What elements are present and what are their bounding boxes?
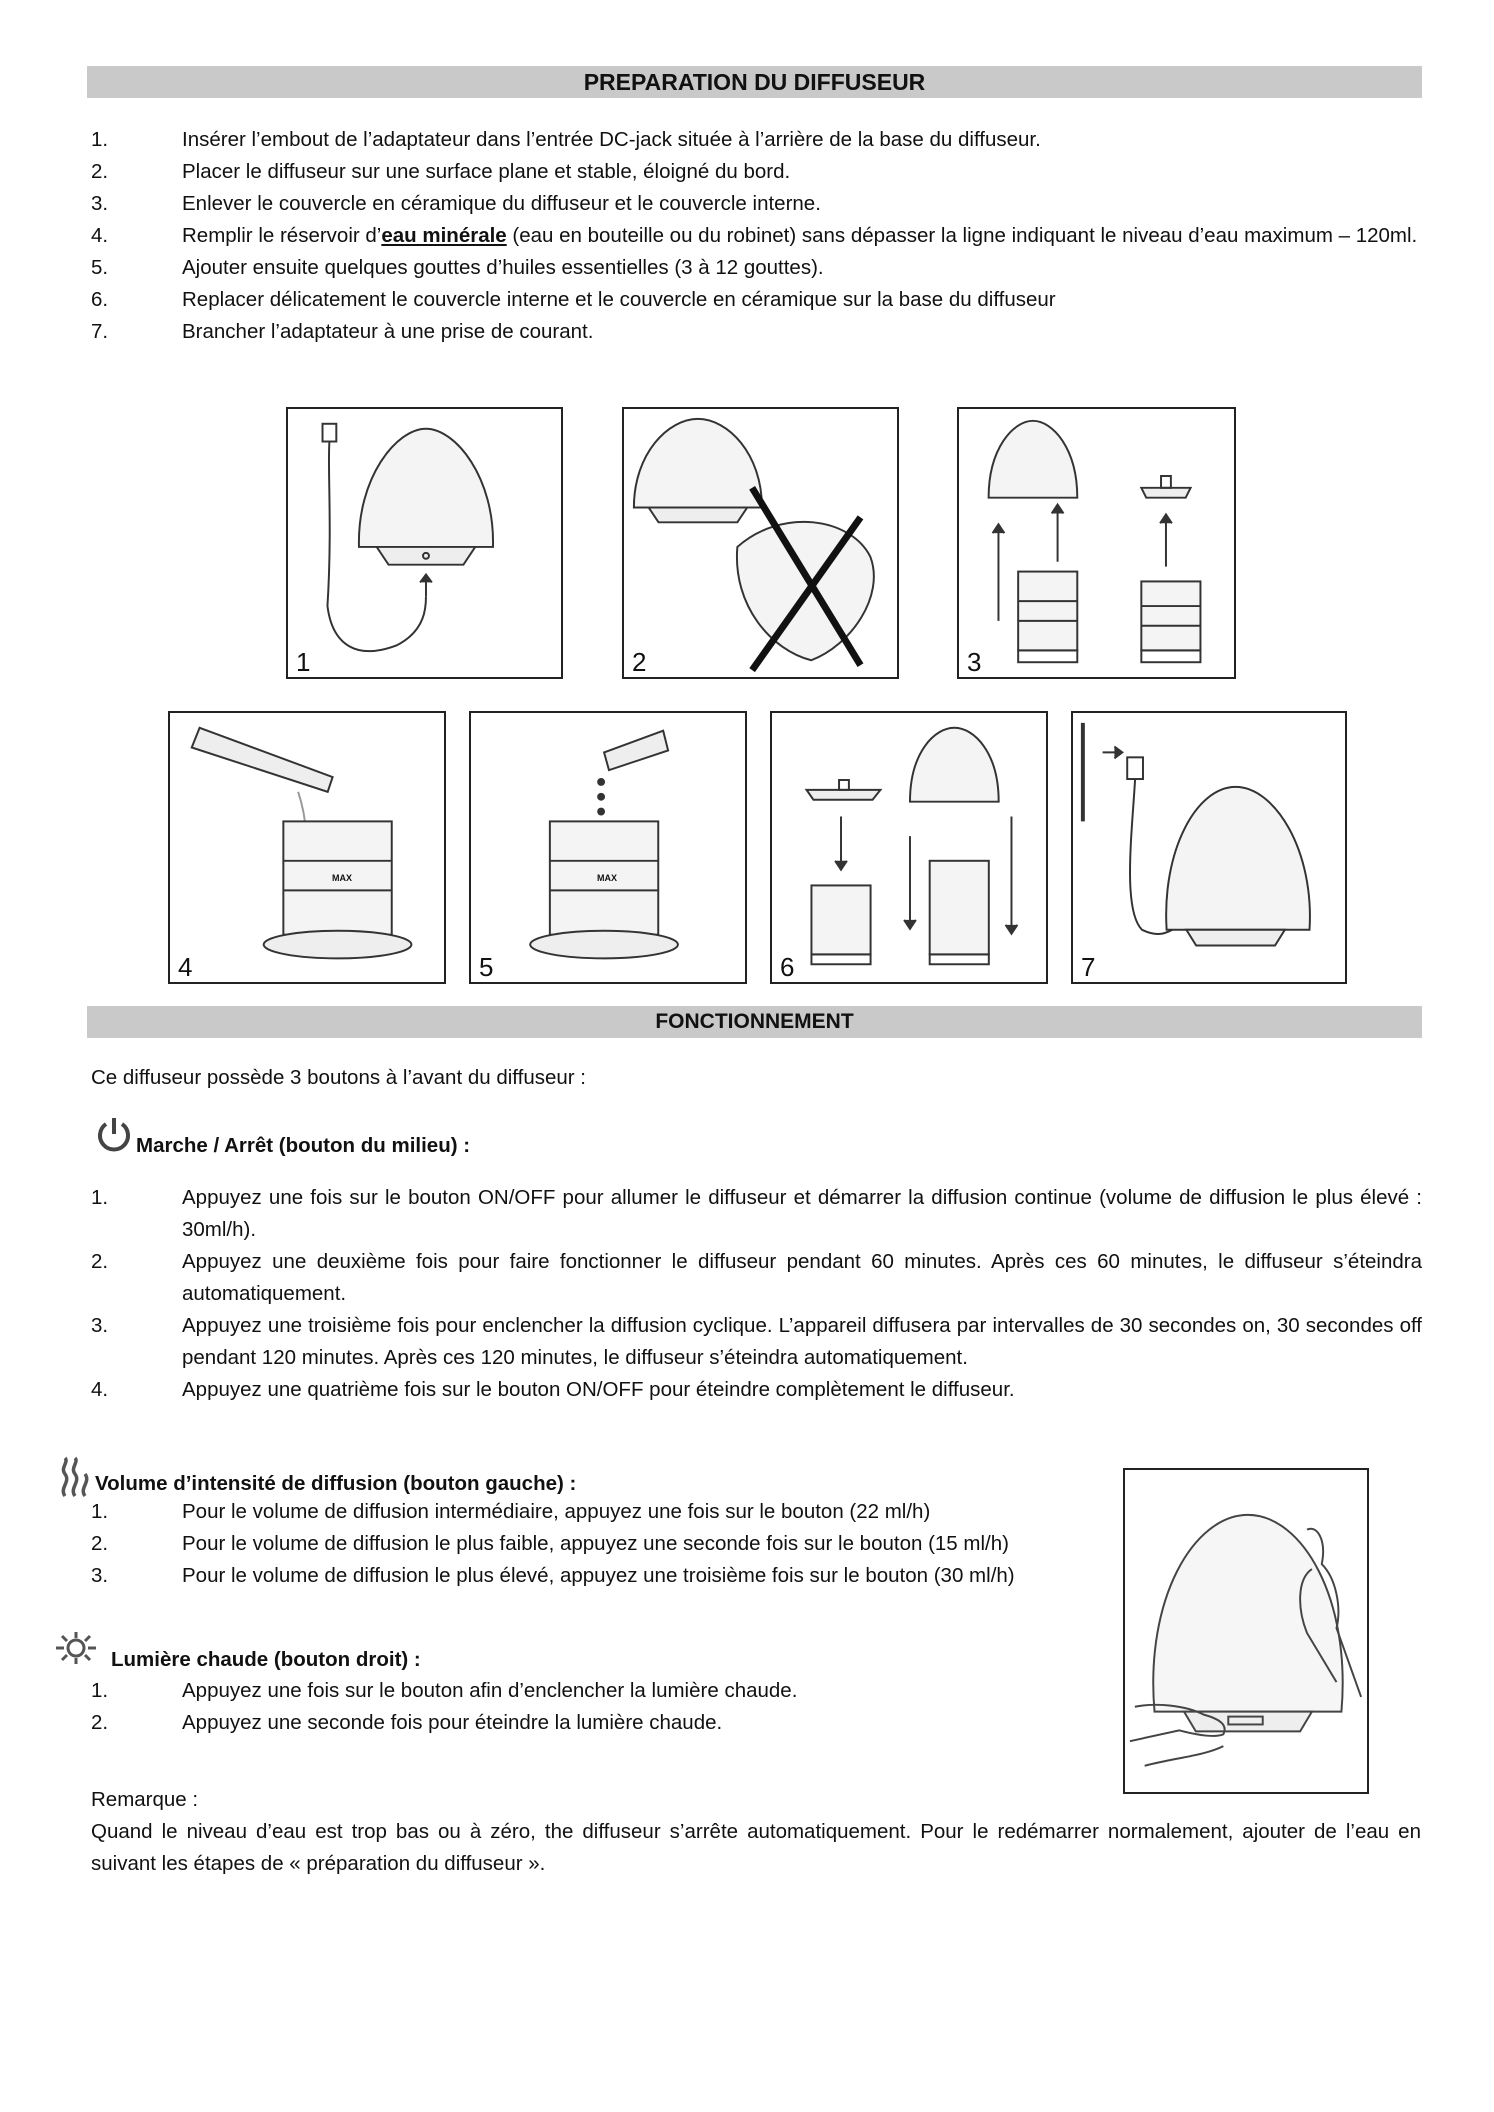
list-item: 4. Appuyez une quatrième fois sur le bouton ON/OFF pour éteindre complètement le diffuseur. [91, 1378, 1015, 1401]
list-item: 4. Remplir le réservoir d’eau minérale (eau en bouteille ou du robinet) sans dépasser la ligne indiquant le niveau d’eau maximum – 120ml. [91, 224, 1418, 247]
figure-number: 6 [780, 952, 795, 982]
section-title-fonctionnement: FONCTIONNEMENT [87, 1006, 1422, 1038]
remark-label: Remarque : [91, 1788, 199, 1811]
list-item: 2. Pour le volume de diffusion le plus faible, appuyez une seconde fois sur le bouton (15 ml/h) [91, 1532, 1009, 1555]
list-item: 1. Appuyez une fois sur le bouton ON/OFF pour allumer le diffuseur et démarrer la diffusion continue (volume de diffusion le plus élevé : 30ml/h). [91, 1186, 1422, 1241]
figure-step-1 [286, 407, 563, 679]
figure-number: 1 [296, 647, 311, 677]
sun-icon [50, 1628, 102, 1668]
figure-step-5 [469, 711, 747, 984]
list-item: 6. Replacer délicatement le couvercle interne et le couvercle en céramique sur la base du diffuseur [91, 288, 1056, 311]
emphasis-eau-minerale: eau minérale [381, 224, 507, 247]
power-icon [94, 1114, 134, 1154]
list-item: 1. Insérer l’embout de l’adaptateur dans l’entrée DC-jack située à l’arrière de la base du diffuseur. [91, 128, 1041, 151]
preparation-steps [87, 124, 1422, 348]
light-heading: Lumière chaude (bouton droit) : [111, 1648, 421, 1671]
power-steps [87, 1182, 1422, 1406]
list-item: 5. Ajouter ensuite quelques gouttes d’huiles essentielles (3 à 12 gouttes). [91, 256, 824, 279]
remark-text: Quand le niveau d’eau est trop bas ou à zéro, the diffuseur s’arrête automatiquement. Pour le redémarrer normalement, ajouter de l’eau en suivant les étapes de « préparation du diffuseur ». [91, 1820, 1421, 1875]
figure-number: 3 [967, 647, 982, 677]
list-item: 3. Appuyez une troisième fois pour enclencher la diffusion cyclique. L’appareil diffusera par intervalles de 30 secondes on, 30 secondes off pendant 120 minutes. Après ces 120 minutes, le diffuseur s’éteindra automatiquement. [91, 1314, 1422, 1369]
figure-number: 2 [632, 647, 647, 677]
list-item: 3. Enlever le couvercle en céramique du diffuseur et le couvercle interne. [91, 192, 821, 215]
light-steps [87, 1675, 1097, 1739]
section-title-preparation: PREPARATION DU DIFFUSEUR [87, 66, 1422, 98]
list-item: 7. Brancher l’adaptateur à une prise de courant. [91, 320, 594, 343]
intro-text: Ce diffuseur possède 3 boutons à l’avant du diffuseur : [91, 1066, 586, 1089]
vapor-icon [57, 1456, 91, 1498]
list-item: 1. Pour le volume de diffusion intermédiaire, appuyez une fois sur le bouton (22 ml/h) [91, 1500, 931, 1523]
max-label: MAX [332, 873, 352, 883]
volume-heading: Volume d’intensité de diffusion (bouton gauche) : [95, 1472, 577, 1495]
figure-step-7 [1071, 711, 1347, 984]
list-item: 3. Pour le volume de diffusion le plus élevé, appuyez une troisième fois sur le bouton (30 ml/h) [91, 1564, 1015, 1587]
list-item: 2. Placer le diffuseur sur une surface plane et stable, éloigné du bord. [91, 160, 791, 183]
power-heading: Marche / Arrêt (bouton du milieu) : [136, 1134, 471, 1157]
max-label: MAX [597, 873, 617, 883]
figure-step-3 [957, 407, 1236, 679]
volume-steps [87, 1496, 1097, 1592]
figure-button-press [1123, 1468, 1369, 1794]
figure-step-6 [770, 711, 1048, 984]
figure-step-2 [622, 407, 899, 679]
list-item: 1. Appuyez une fois sur le bouton afin d’enclencher la lumière chaude. [91, 1679, 798, 1702]
figure-step-4 [168, 711, 446, 984]
figure-number: 4 [178, 952, 193, 982]
figure-number: 5 [479, 952, 494, 982]
list-item: 2. Appuyez une deuxième fois pour faire fonctionner le diffuseur pendant 60 minutes. Après ces 60 minutes, le diffuseur s’éteindra automatiquement. [91, 1250, 1422, 1305]
list-item: 2. Appuyez une seconde fois pour éteindre la lumière chaude. [91, 1711, 723, 1734]
figure-number: 7 [1081, 952, 1096, 982]
